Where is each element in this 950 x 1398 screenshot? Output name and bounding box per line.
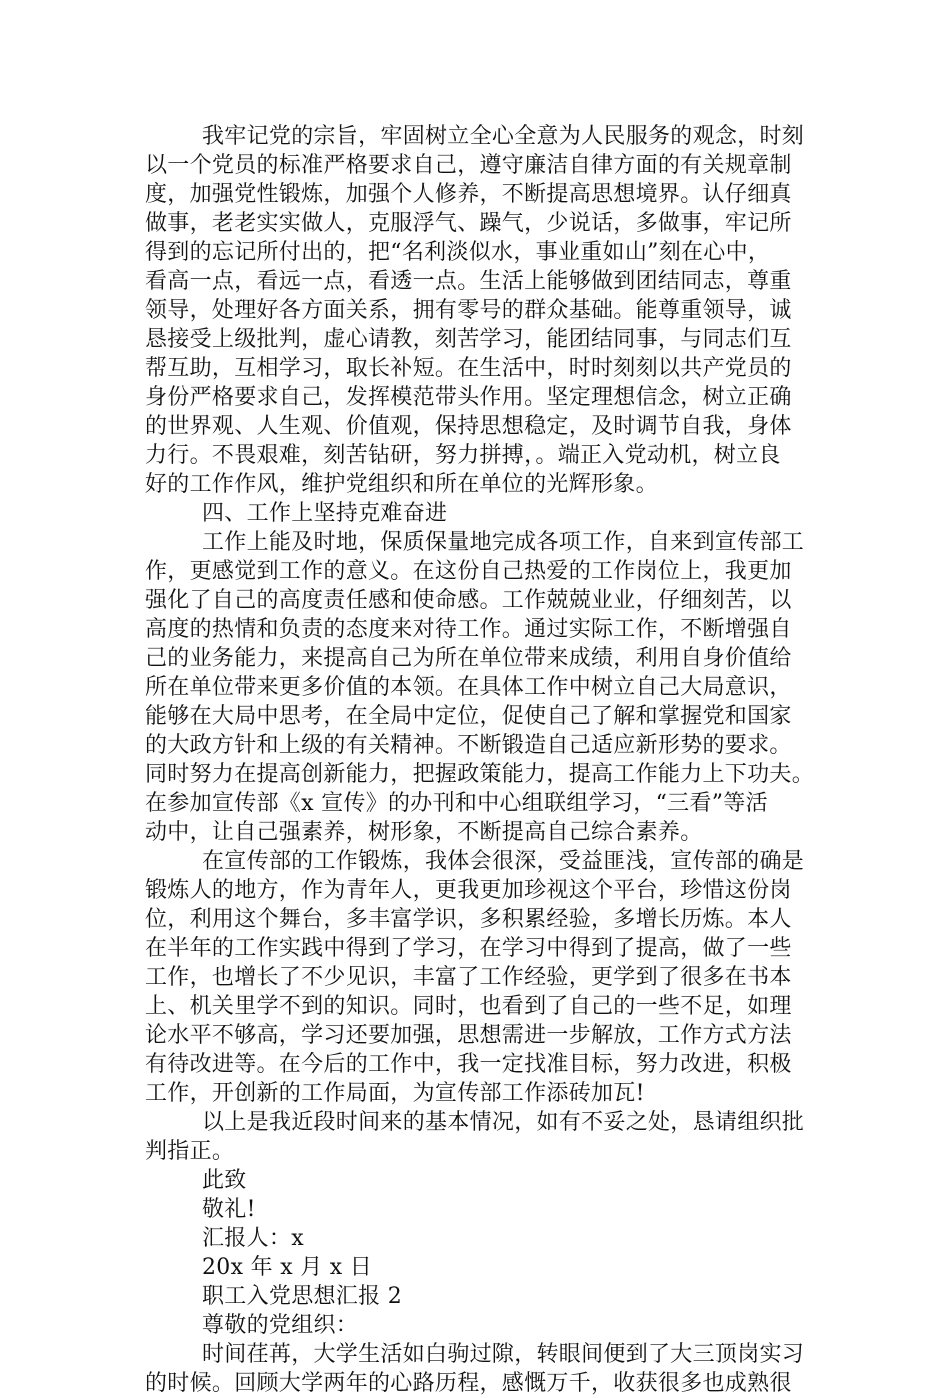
text-line: 工作上能及时地，保质保量地完成各项工作，自来到宣传部工 bbox=[202, 530, 805, 555]
text-line: 身份严格要求自己，发挥模范带头作用。坚定理想信念，树立正确 bbox=[145, 385, 792, 410]
text-line: 职工入党思想汇报 2 bbox=[202, 1284, 402, 1309]
text-line: 度，加强党性锻炼，加强个人修养，不断提高思想境界。认仔细真 bbox=[145, 182, 792, 207]
text-line: 能够在大局中思考，在全局中定位，促使自己了解和掌握党和国家 bbox=[145, 704, 792, 729]
text-line: 高度的热情和负责的态度来对待工作。通过实际工作，不断增强自 bbox=[145, 617, 792, 642]
text-line: 动中，让自己强素养，树形象，不断提高自己综合素养。 bbox=[145, 820, 703, 845]
text-line: 帮互助，互相学习，取长补短。在生活中，时时刻刻以共产党员的 bbox=[145, 356, 792, 381]
document-body bbox=[145, 122, 835, 1398]
text-line: 锻炼人的地方，作为青年人，更我更加珍视这个平台，珍惜这份岗 bbox=[145, 878, 792, 903]
text-line: 以一个党员的标准严格要求自己，遵守廉洁自律方面的有关规章制 bbox=[145, 153, 792, 178]
text-line: 好的工作作风，维护党组织和所在单位的光辉形象。 bbox=[145, 472, 658, 497]
text-line: 此致 bbox=[202, 1168, 247, 1193]
text-line: 工作，也增长了不少见识，丰富了工作经验，更学到了很多在书本 bbox=[145, 965, 792, 990]
text-line: 得到的忘记所付出的，把“名利淡似水，事业重如山”刻在心中， bbox=[145, 240, 771, 265]
text-line: 同时努力在提高创新能力，把握政策能力，提高工作能力上下功夫。 bbox=[145, 762, 815, 787]
text-line: 己的业务能力，来提高自己为所在单位带来成绩，利用自身价值给 bbox=[145, 646, 792, 671]
text-line: 工作，开创新的工作局面，为宣传部工作添砖加瓦! bbox=[145, 1081, 645, 1106]
text-line: 看高一点，看远一点，看透一点。生活上能够做到团结同志，尊重 bbox=[145, 269, 792, 294]
text-line: 论水平不够高，学习还要加强，思想需进一步解放，工作方式方法 bbox=[145, 1023, 792, 1048]
text-line: 敬礼! bbox=[202, 1197, 256, 1222]
text-line: 的大政方针和上级的有关精神。不断锻造自己适应新形势的要求。 bbox=[145, 733, 792, 758]
text-line: 力行。不畏艰难，刻苦钻研，努力拼搏，。端正入党动机，树立良 bbox=[145, 443, 781, 468]
text-line: 有待改进等。在今后的工作中，我一定找准目标，努力改进，积极 bbox=[145, 1052, 792, 1077]
text-line: 的世界观、人生观、价值观，保持思想稳定，及时调节自我，身体 bbox=[145, 414, 792, 439]
text-line: 强化了自己的高度责任感和使命感。工作兢兢业业，仔细刻苦，以 bbox=[145, 588, 792, 613]
text-line: 领导，处理好各方面关系，拥有零号的群众基础。能尊重领导，诚 bbox=[145, 298, 792, 323]
text-line: 在宣传部的工作锻炼，我体会很深，受益匪浅，宣传部的确是 bbox=[202, 849, 805, 874]
text-line: 上、机关里学不到的知识。同时，也看到了自己的一些不足，如理 bbox=[145, 994, 792, 1019]
text-line: 所在单位带来更多价值的本领。在具体工作中树立自己大局意识， bbox=[145, 675, 792, 700]
text-line: 四、工作上坚持克难奋进 bbox=[202, 501, 448, 526]
text-line: 20x 年 x 月 x 日 bbox=[202, 1255, 373, 1280]
text-line: 汇报人：x bbox=[202, 1226, 304, 1251]
text-line: 时间荏苒，大学生活如白驹过隙，转眼间便到了大三顶岗实习 bbox=[202, 1342, 805, 1367]
text-line: 在参加宣传部《x 宣传》的办刊和中心组联组学习，“三看”等活 bbox=[145, 791, 768, 816]
text-line: 判指正。 bbox=[145, 1139, 235, 1164]
text-line: 我牢记党的宗旨，牢固树立全心全意为人民服务的观念，时刻 bbox=[202, 124, 805, 149]
text-line: 以上是我近段时间来的基本情况，如有不妥之处，恳请组织批 bbox=[202, 1110, 805, 1135]
text-line: 作，更感觉到工作的意义。在这份自己热爱的工作岗位上，我更加 bbox=[145, 559, 792, 584]
text-line: 恳接受上级批判，虚心请教，刻苦学习，能团结同事，与同志们互 bbox=[145, 327, 792, 352]
text-line: 的时候。回顾大学两年的心路历程，感慨万千，收获很多也成熟很 bbox=[145, 1371, 792, 1396]
text-line: 尊敬的党组织： bbox=[202, 1313, 359, 1338]
text-line: 做事，老老实实做人，克服浮气、躁气，少说话，多做事，牢记所 bbox=[145, 211, 792, 236]
text-line: 在半年的工作实践中得到了学习，在学习中得到了提高，做了一些 bbox=[145, 936, 792, 961]
text-line: 位，利用这个舞台，多丰富学识，多积累经验，多增长历炼。本人 bbox=[145, 907, 792, 932]
